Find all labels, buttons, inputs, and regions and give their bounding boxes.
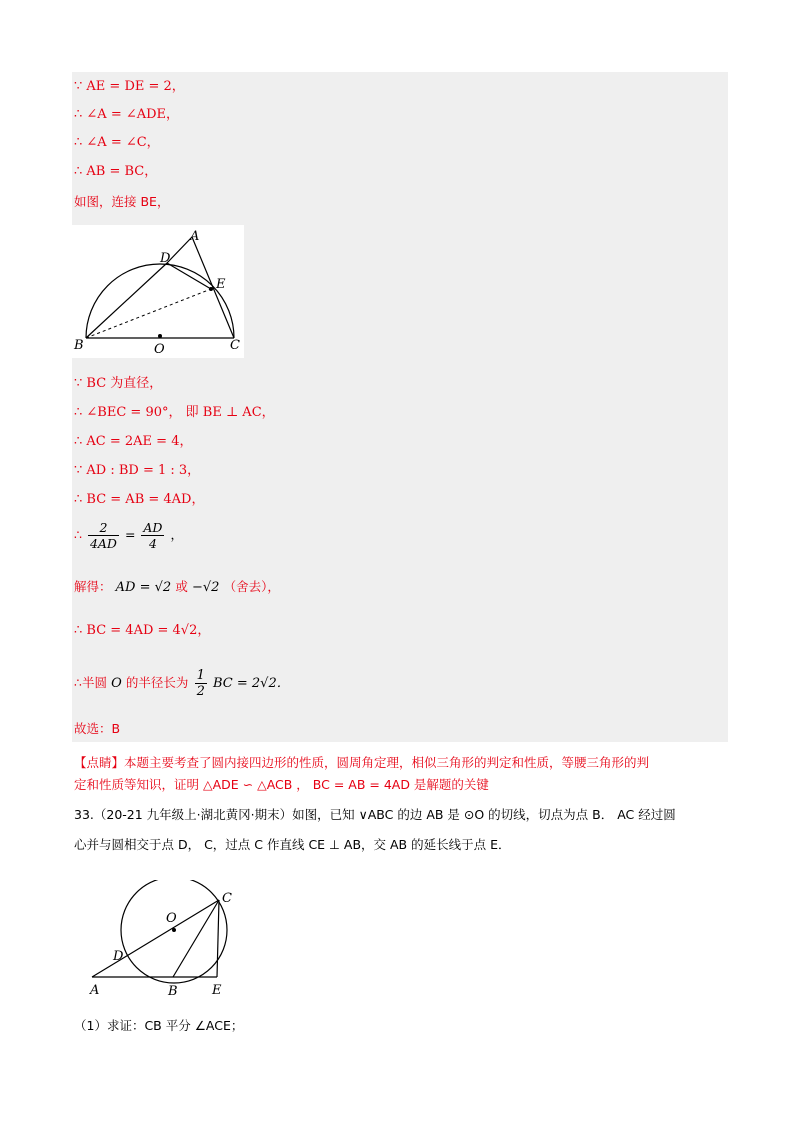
solution-positive: AD = √2 [115,580,172,595]
step-1: ∵ AE = DE = 2， [74,79,185,94]
fig2-label-b: B [168,984,178,999]
fig1-label-o: O [154,342,165,357]
remark-line-2: 定和性质等知识，证明 △ADE ∽ △ACB ， BC = AB = 4AD 是解题的关键 [74,777,489,792]
step-10: ∴ BC = AB = 4AD， [74,492,205,507]
fig2-label-o: O [166,911,177,926]
fraction-right-den: 4 [148,536,157,551]
fraction-right-num: AD [143,520,163,535]
step-11-equals: = [124,527,136,542]
step-14-mid: 的半径长为 [125,675,189,690]
step-8: ∴ AC = 2AE = 4， [74,434,193,449]
fig1-label-e: E [216,277,226,292]
remark-block [74,752,734,796]
circle-tangent-figure [86,880,246,1000]
step-14 [74,668,290,699]
problem-part-1: （1）求证：CB 平分 ∠ACE； [74,1018,244,1033]
fig2-label-c: C [222,891,232,906]
problem-33 [74,800,734,860]
fig1-label-b: B [74,338,84,353]
fraction-half-num: 1 [196,668,205,683]
step-7-note: 即 BE ⊥ AC， [185,405,275,420]
step-11-end: ， [170,527,183,542]
fig1-label-a: A [190,229,200,244]
answer-choice: 故选：B [74,721,121,736]
fraction-right [141,520,164,551]
step-9: ∵ AD : BD = 1 : 3， [74,463,201,478]
step-7-main: ∴ ∠BEC = 90°， [74,405,182,420]
fig2-label-d: D [113,949,124,964]
solution-negative: −√2 [191,580,220,595]
discard-note: （舍去）， [223,579,280,594]
fraction-half [195,668,207,699]
fraction-half-den: 2 [196,684,205,699]
semicircle-figure [72,225,244,358]
step-13: ∴ BC = 4AD = 4√2， [74,623,211,638]
step-12 [74,578,280,597]
fig2-label-a: A [90,983,100,998]
problem-line-2: 心并与圆相交于点 D， C，过点 C 作直线 CE ⊥ AB，交 AB 的延长线于点 E． [74,837,511,852]
fig1-label-c: C [230,338,240,353]
solve-label: 解得： [74,579,112,594]
fraction-left [88,520,119,551]
step-11-therefore: ∴ [74,527,82,542]
or-word: 或 [175,579,188,594]
fraction-left-den: 4AD [89,536,117,551]
step-4: ∴ AB = BC， [74,164,158,179]
fraction-left-num: 2 [88,520,119,536]
fig2-label-e: E [212,983,222,998]
step-14-end: BC = 2√2． [212,676,290,691]
step-7 [74,404,275,422]
problem-line-1: 33.（20-21 九年级上·湖北黄冈·期末）如图，已知 ∨ABC 的边 AB 是 ⊙O 的切线，切点为点 B． AC 经过圆 [74,807,676,822]
step-14-prefix: ∴半圆 [74,675,107,690]
step-11 [74,520,183,551]
remark-line-1: 【点睛】本题主要考查了圆内接四边形的性质，圆周角定理，相似三角形的判定和性质，等腰三角形的判 [74,755,650,770]
step-5: 如图，连接 BE， [74,194,170,209]
fig1-label-d: D [160,251,171,266]
step-14-o: O [111,676,122,691]
step-3: ∴ ∠A = ∠C， [74,135,160,150]
step-6: ∵ BC 为直径， [74,376,163,391]
step-2: ∴ ∠A = ∠ADE， [74,107,180,122]
